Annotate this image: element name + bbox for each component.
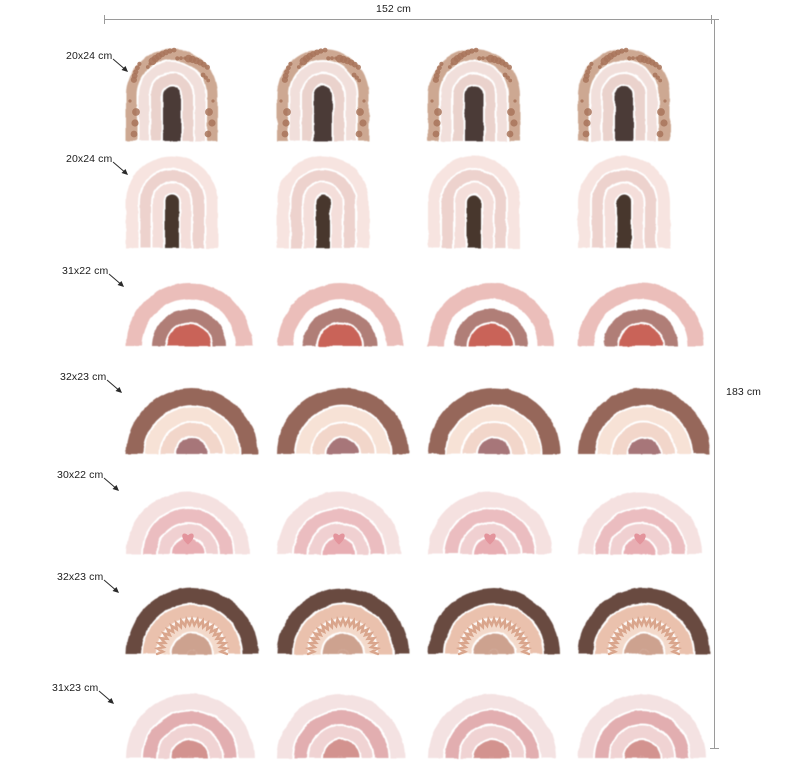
rainbow-graphic bbox=[564, 466, 716, 568]
rainbow-graphic bbox=[263, 143, 383, 262]
rainbow-graphic bbox=[263, 258, 417, 360]
rainbow-graphic bbox=[414, 258, 568, 360]
row-size-label: 30x22 cm bbox=[57, 469, 104, 481]
rainbow-graphic bbox=[414, 143, 534, 262]
width-dimension-label: 152 cm bbox=[376, 3, 412, 15]
height-dimension-label: 183 cm bbox=[726, 386, 762, 398]
row-size-label: 20x24 cm bbox=[66, 50, 113, 62]
row-size-label: 31x23 cm bbox=[52, 682, 99, 694]
rainbow-graphic bbox=[414, 668, 570, 772]
rainbow-graphic bbox=[112, 668, 268, 772]
rainbow-graphic bbox=[564, 143, 684, 262]
rainbow-graphic bbox=[414, 362, 574, 468]
rainbow-graphic bbox=[414, 562, 574, 668]
rainbow-graphic bbox=[564, 668, 720, 772]
row-size-label: 20x24 cm bbox=[66, 153, 113, 165]
rainbow-graphic bbox=[564, 562, 724, 668]
rainbow-graphic bbox=[263, 562, 423, 668]
rainbow-graphic bbox=[263, 668, 419, 772]
rainbow-graphic bbox=[414, 36, 534, 155]
rainbow-graphic bbox=[414, 466, 566, 568]
row-size-label: 32x23 cm bbox=[60, 371, 107, 383]
rainbow-graphic bbox=[112, 36, 232, 155]
rainbow-graphic bbox=[564, 258, 718, 360]
rainbow-graphic bbox=[112, 466, 264, 568]
rainbow-graphic bbox=[263, 466, 415, 568]
row-size-label: 31x22 cm bbox=[62, 265, 109, 277]
rainbow-graphic bbox=[263, 36, 383, 155]
rainbow-graphic bbox=[263, 362, 423, 468]
width-dimension-line bbox=[104, 19, 712, 20]
row-size-label: 32x23 cm bbox=[57, 571, 104, 583]
rainbow-graphic bbox=[112, 362, 272, 468]
rainbow-graphic bbox=[564, 362, 724, 468]
rainbow-graphic bbox=[112, 143, 232, 262]
rainbow-graphic bbox=[564, 36, 684, 155]
rainbow-graphic bbox=[112, 258, 266, 360]
rainbow-graphic bbox=[112, 562, 272, 668]
